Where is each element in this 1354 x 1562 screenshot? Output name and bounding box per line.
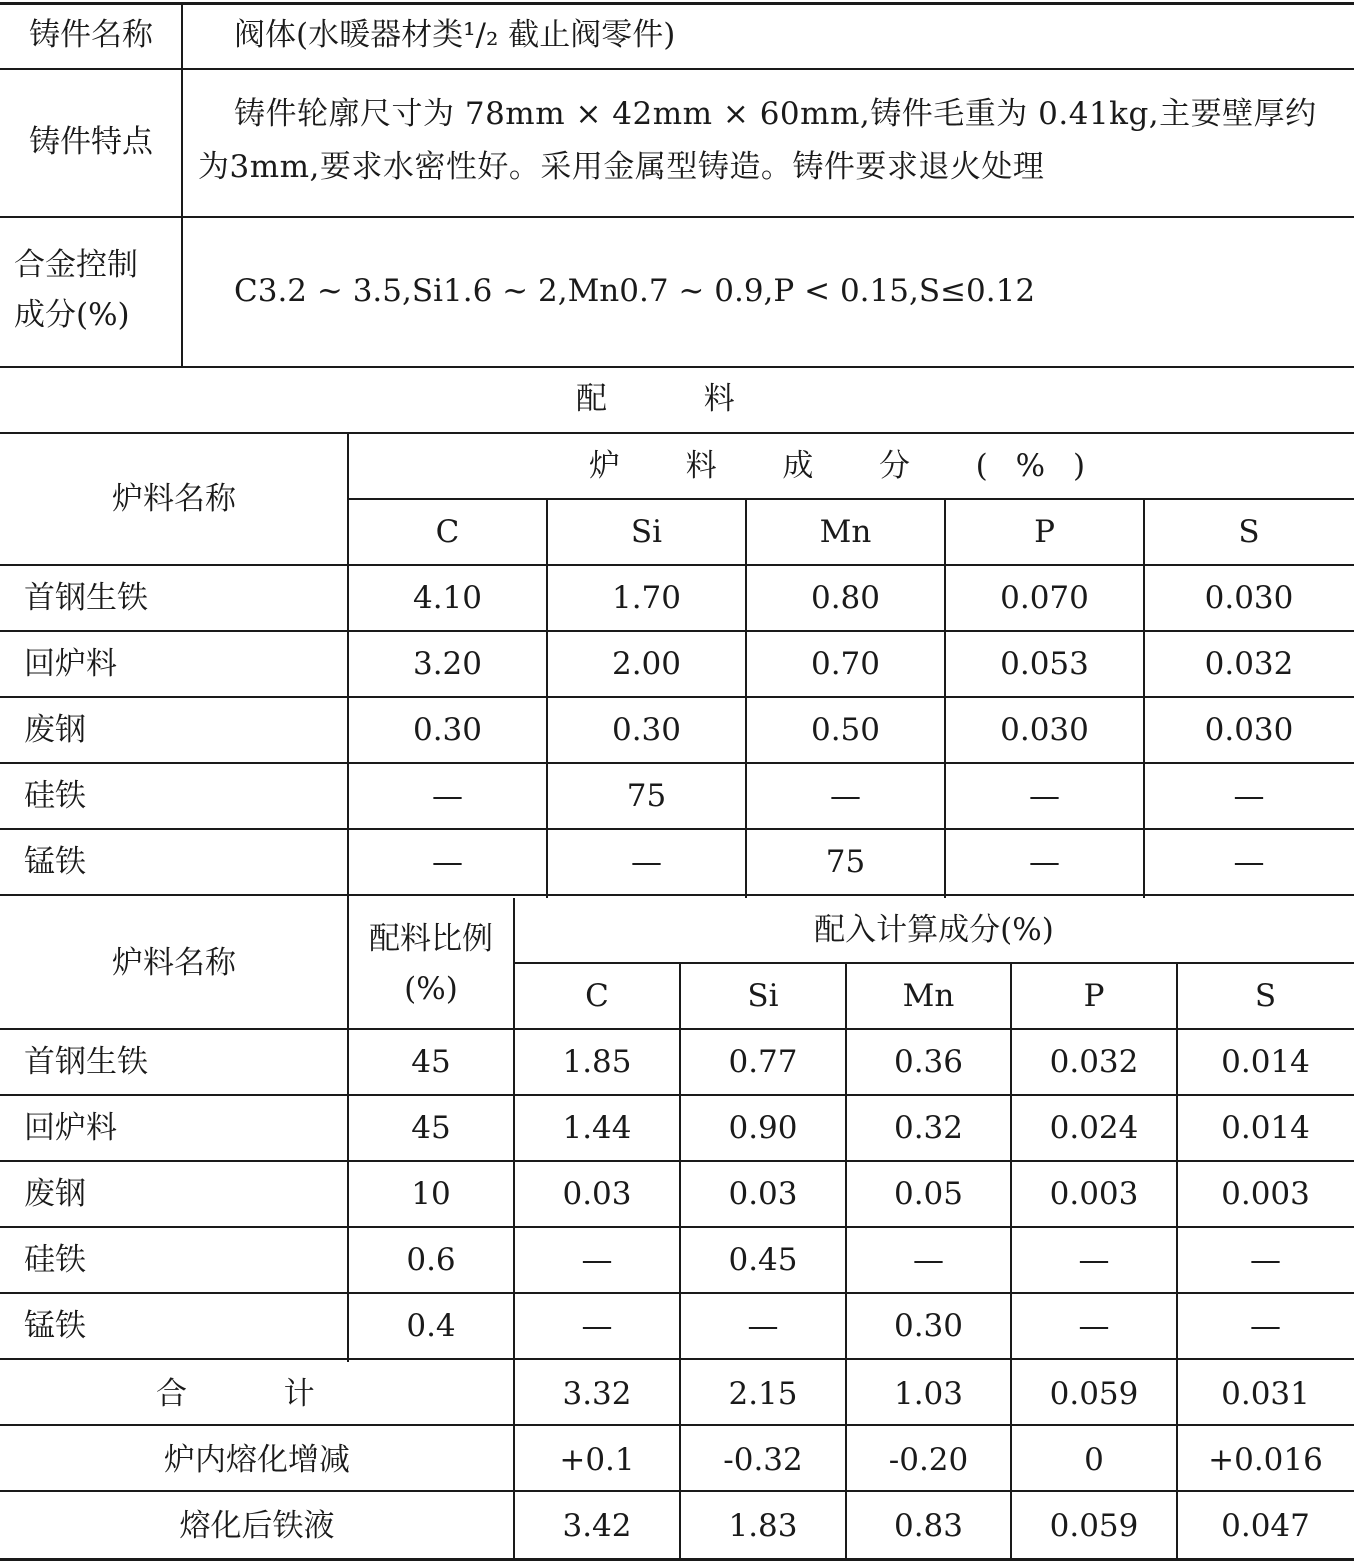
rule bbox=[0, 828, 1354, 830]
calc-row-name: 废钢 bbox=[24, 1176, 86, 1213]
charge-cell: — bbox=[1029, 778, 1060, 815]
calc-ratio-header-line2: (%) bbox=[404, 971, 458, 1007]
charge-element-header: S bbox=[1238, 514, 1260, 551]
calc-cell: — bbox=[581, 1242, 613, 1279]
calc-row-ratio: 0.6 bbox=[406, 1242, 456, 1279]
summary-row-label bbox=[0, 1362, 514, 1428]
charge-cell: 0.030 bbox=[1204, 712, 1294, 749]
charge-element-header: Mn bbox=[819, 514, 872, 551]
summary-cell: 1.03 bbox=[893, 1376, 964, 1413]
calc-ratio-header bbox=[348, 898, 514, 1030]
calc-row-name: 首钢生铁 bbox=[24, 1044, 148, 1081]
charge-cell: 0.030 bbox=[1000, 712, 1089, 749]
rule bbox=[0, 366, 1354, 368]
calc-cell: 1.85 bbox=[562, 1044, 632, 1081]
calc-element-header: S bbox=[1254, 978, 1277, 1015]
calc-row-name: 锰铁 bbox=[24, 1308, 86, 1345]
rule bbox=[0, 1226, 1354, 1228]
calc-cell: 0.77 bbox=[728, 1044, 798, 1081]
calc-element-header: P bbox=[1083, 978, 1105, 1015]
charge-cell: — bbox=[631, 844, 662, 881]
rule bbox=[0, 1358, 1354, 1360]
calc-cell: 0.05 bbox=[893, 1176, 964, 1213]
rule-top bbox=[0, 2, 1354, 5]
summary-label-text: 熔化后铁液 bbox=[179, 1508, 335, 1545]
calc-cell: 0.014 bbox=[1221, 1110, 1310, 1147]
charge-cell: 0.50 bbox=[810, 712, 881, 749]
calc-cell: 0.32 bbox=[893, 1110, 964, 1147]
charge-cell: 0.30 bbox=[611, 712, 682, 749]
rule bbox=[514, 962, 1354, 964]
calc-row-ratio: 45 bbox=[411, 1110, 451, 1147]
charge-cell: 0.30 bbox=[412, 712, 483, 749]
charge-row-name: 锰铁 bbox=[24, 844, 86, 881]
calc-cell: 0.003 bbox=[1221, 1176, 1310, 1213]
summary-cell: 1.83 bbox=[728, 1508, 798, 1545]
calc-cell: 0.90 bbox=[728, 1110, 798, 1147]
rule bbox=[0, 894, 1354, 896]
charge-element-header: Si bbox=[630, 514, 663, 551]
summary-cell: -0.20 bbox=[888, 1442, 969, 1479]
calc-cell: — bbox=[1250, 1242, 1281, 1279]
charge-cell: 0.030 bbox=[1204, 580, 1294, 617]
charge-cell: 75 bbox=[825, 844, 866, 881]
calc-cell: 0.03 bbox=[728, 1176, 798, 1213]
summary-cell: 2.15 bbox=[728, 1376, 798, 1413]
summary-cell: +0.016 bbox=[1208, 1442, 1323, 1479]
rule-vertical bbox=[944, 498, 946, 898]
summary-cell: 0.83 bbox=[893, 1508, 964, 1545]
alloy-label: 合金控制成分(%) bbox=[14, 247, 138, 333]
calc-element-header: Si bbox=[747, 978, 779, 1015]
charge-name-header: 炉料名称 bbox=[112, 481, 236, 518]
rule bbox=[0, 216, 1354, 218]
calc-cell: — bbox=[1250, 1308, 1281, 1345]
casting-name-text: 阀体(水暖器材类¹/₂ 截止阀零件) bbox=[234, 17, 676, 54]
summary-cell: -0.32 bbox=[723, 1442, 803, 1479]
charge-cell: — bbox=[1029, 844, 1060, 881]
charge-row-name: 废钢 bbox=[24, 712, 86, 749]
calc-cell: 0.36 bbox=[893, 1044, 964, 1081]
charge-row-name: 首钢生铁 bbox=[24, 580, 148, 617]
rule-vertical bbox=[347, 432, 349, 1362]
rule bbox=[0, 1160, 1354, 1162]
calc-cell: 0.032 bbox=[1049, 1044, 1139, 1081]
rule bbox=[0, 432, 1354, 434]
calc-cell: 0.003 bbox=[1049, 1176, 1139, 1213]
summary-label-text: 炉内熔化增减 bbox=[164, 1442, 350, 1479]
charge-cell: 3.20 bbox=[412, 646, 483, 683]
rule bbox=[0, 564, 1354, 566]
charge-cell: 0.032 bbox=[1204, 646, 1294, 683]
summary-cell: 0.031 bbox=[1221, 1376, 1310, 1413]
calc-group-header: 配入计算成分(%) bbox=[814, 912, 1054, 949]
summary-cell: +0.1 bbox=[559, 1442, 635, 1479]
rule bbox=[0, 1094, 1354, 1096]
calc-cell: 1.44 bbox=[562, 1110, 632, 1147]
calc-cell: — bbox=[747, 1308, 779, 1345]
charge-cell: — bbox=[432, 844, 463, 881]
charge-cell: 2.00 bbox=[611, 646, 682, 683]
casting-name-label: 铸件名称 bbox=[29, 17, 153, 54]
rule-vertical bbox=[845, 962, 847, 1560]
rule bbox=[0, 1028, 1354, 1030]
calc-cell: 0.03 bbox=[562, 1176, 632, 1213]
alloy-value: C3.2 ~ 3.5,Si1.6 ~ 2,Mn0.7 ~ 0.9,P < 0.15,S≤0.12 bbox=[234, 273, 1036, 310]
section-title-text: 配 料 bbox=[575, 381, 779, 418]
casting-name-value bbox=[234, 4, 1334, 68]
rule-vertical bbox=[1176, 962, 1178, 1560]
rule-vertical bbox=[1010, 962, 1012, 1560]
summary-row-label bbox=[0, 1494, 514, 1560]
calc-element-header: Mn bbox=[902, 978, 955, 1015]
calc-row-ratio: 45 bbox=[411, 1044, 451, 1081]
calc-cell: 0.30 bbox=[893, 1308, 964, 1345]
charge-cell: — bbox=[432, 778, 463, 815]
calc-cell: — bbox=[913, 1242, 944, 1279]
section-title bbox=[0, 368, 1354, 432]
casting-feature-value: 铸件轮廓尺寸为 78mm × 42mm × 60mm,铸件毛重为 0.41kg,主要壁厚约为3mm,要求水密性好。采用金属型铸造。铸件要求退火处理 bbox=[198, 96, 1317, 185]
calc-cell: — bbox=[1078, 1308, 1110, 1345]
calc-cell: 0.014 bbox=[1221, 1044, 1310, 1081]
summary-label-text: 合 计 bbox=[155, 1376, 359, 1413]
rule bbox=[0, 630, 1354, 632]
casting-feature-label: 铸件特点 bbox=[29, 124, 153, 161]
calc-element-header: C bbox=[585, 978, 609, 1015]
charge-cell: 75 bbox=[626, 778, 667, 815]
charge-cell: 0.80 bbox=[810, 580, 881, 617]
rule bbox=[0, 696, 1354, 698]
summary-cell: 0.059 bbox=[1049, 1508, 1139, 1545]
rule-vertical bbox=[1143, 498, 1145, 898]
rule-bottom bbox=[0, 1558, 1354, 1561]
rule bbox=[0, 1424, 1354, 1426]
rule-vertical bbox=[679, 962, 681, 1560]
rule-vertical bbox=[745, 498, 747, 898]
calc-cell: — bbox=[1078, 1242, 1110, 1279]
charge-cell: — bbox=[830, 778, 861, 815]
rule bbox=[0, 68, 1354, 70]
calc-cell: 0.45 bbox=[728, 1242, 798, 1279]
calc-ratio-header-line1: 配料比例 bbox=[369, 921, 493, 957]
rule bbox=[0, 1490, 1354, 1492]
charge-cell: 4.10 bbox=[412, 580, 483, 617]
rule bbox=[348, 498, 1354, 500]
rule-vertical bbox=[181, 2, 183, 366]
charge-cell: 0.053 bbox=[1000, 646, 1089, 683]
rule-vertical bbox=[546, 498, 548, 898]
charge-cell: — bbox=[1233, 844, 1265, 881]
calc-row-name: 硅铁 bbox=[24, 1242, 86, 1279]
summary-cell: 3.32 bbox=[562, 1376, 632, 1413]
rule-vertical bbox=[513, 898, 515, 1560]
calc-cell: — bbox=[581, 1308, 613, 1345]
charge-row-name: 回炉料 bbox=[24, 646, 117, 683]
calc-cell: 0.024 bbox=[1049, 1110, 1139, 1147]
charge-row-name: 硅铁 bbox=[24, 778, 86, 815]
summary-cell: 0.059 bbox=[1049, 1376, 1139, 1413]
charge-element-header: C bbox=[435, 514, 460, 551]
calc-row-ratio: 10 bbox=[411, 1176, 451, 1213]
calc-row-ratio: 0.4 bbox=[406, 1308, 456, 1345]
calc-name-header: 炉料名称 bbox=[112, 945, 236, 982]
charge-cell: — bbox=[1233, 778, 1265, 815]
rule bbox=[0, 762, 1354, 764]
rule bbox=[0, 1292, 1354, 1294]
charge-group-header bbox=[348, 434, 1354, 500]
charge-cell: 0.070 bbox=[1000, 580, 1089, 617]
summary-row-label bbox=[0, 1428, 514, 1494]
charge-element-header: P bbox=[1034, 514, 1055, 551]
summary-cell: 3.42 bbox=[562, 1508, 632, 1545]
charge-cell: 0.70 bbox=[810, 646, 881, 683]
calc-row-name: 回炉料 bbox=[24, 1110, 117, 1147]
charge-cell: 1.70 bbox=[611, 580, 682, 617]
summary-cell: 0.047 bbox=[1221, 1508, 1310, 1545]
charge-group-header-text: 炉 料 成 分 (%) bbox=[589, 448, 1113, 485]
summary-cell: 0 bbox=[1084, 1442, 1104, 1479]
